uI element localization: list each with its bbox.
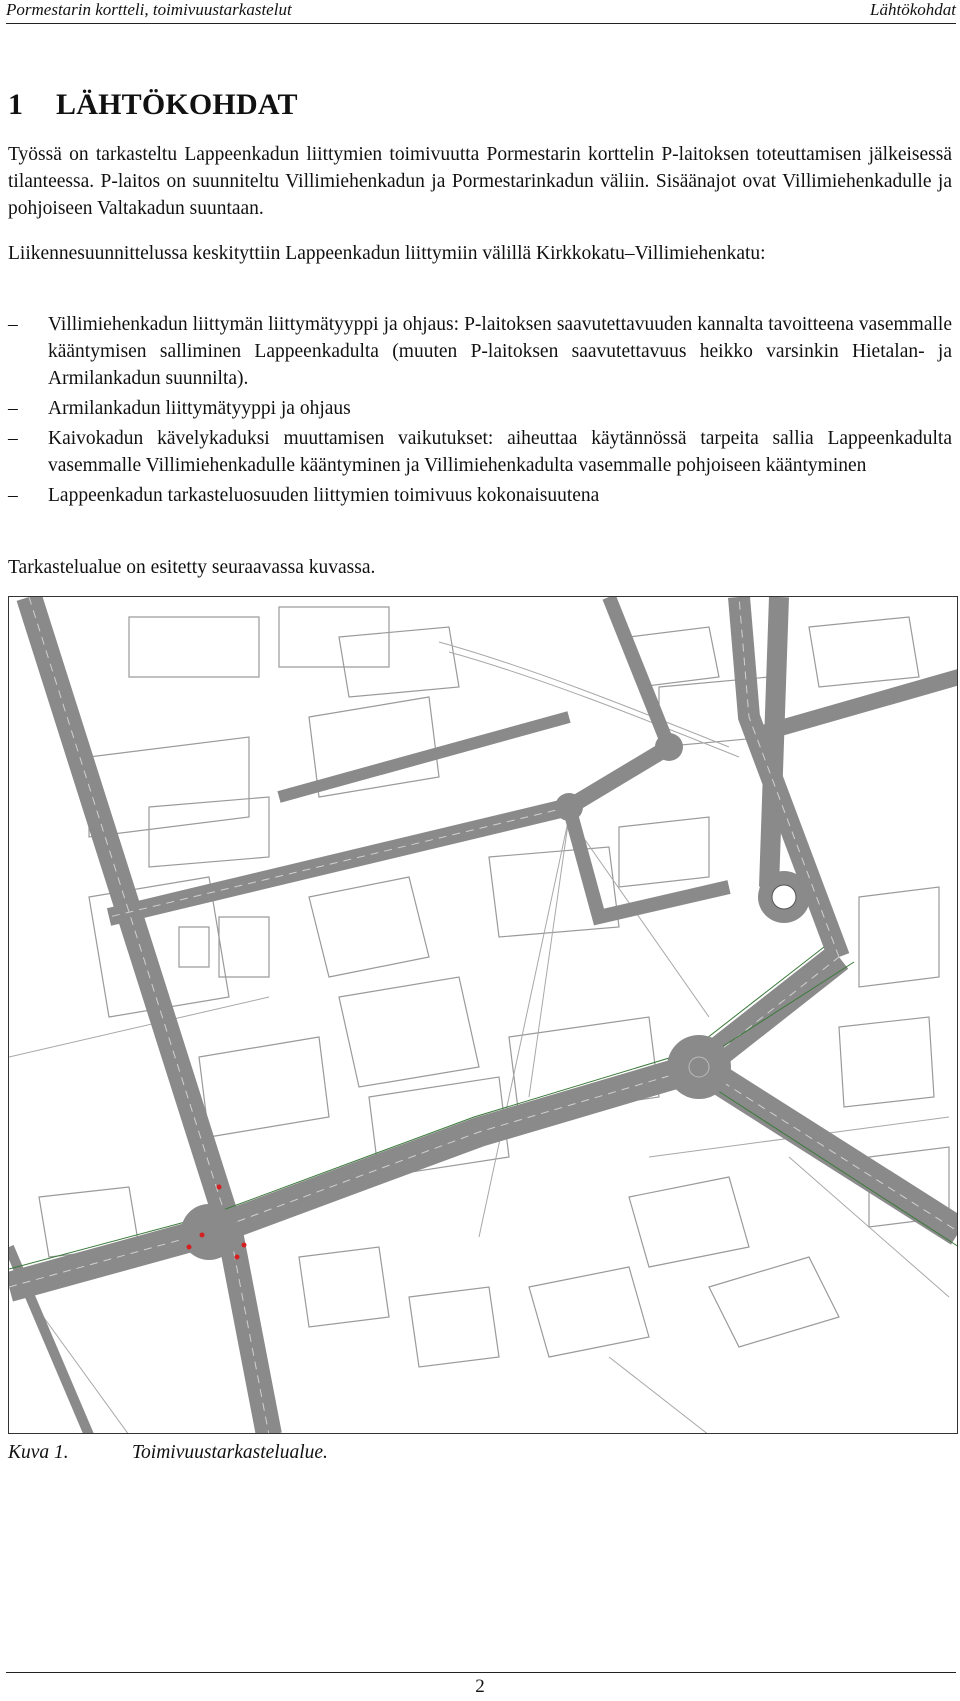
road-network bbox=[9, 597, 958, 1434]
header-rule bbox=[6, 23, 956, 24]
figure-caption bbox=[8, 1440, 328, 1466]
list-item bbox=[8, 482, 952, 509]
page-header bbox=[6, 0, 956, 25]
section-title: LÄHTÖKOHDAT bbox=[56, 88, 298, 121]
list-item-text: Armilankadun liittymätyyppi ja ohjaus bbox=[48, 398, 351, 419]
section-number: 1 bbox=[8, 88, 24, 121]
dash-bullet: – bbox=[8, 398, 18, 419]
list-item bbox=[8, 311, 952, 392]
list-item-text: Kaivokadun kävelykaduksi muuttamisen vaikutukset: aiheuttaa käytännössä tarpeita sallia Lappeenkadulta vasemmalle Villimiehenkadulle kääntyminen ja Villimiehenkadulta vasemmalle pohjoiseen kääntyminen bbox=[48, 428, 952, 476]
topic-list bbox=[8, 311, 952, 512]
dash-bullet: – bbox=[8, 485, 18, 506]
page-number: 2 bbox=[475, 1676, 485, 1697]
footer-rule bbox=[6, 1672, 956, 1673]
roundabout-island bbox=[772, 885, 796, 909]
list-item bbox=[8, 425, 952, 479]
caption-text: Toimivuustarkastelualue. bbox=[132, 1442, 328, 1463]
list-item-text: Villimiehenkadun liittymän liittymätyyppi ja ohjaus: P-laitoksen saavutettavuuden kannalta tavoitteena vasemmalle kääntymisen salliminen Lappeenkadulta (muuten P-laitoksen saavutettavuus heikko varsinkin Hietalan- ja Armilankadun suunnilta). bbox=[48, 314, 952, 389]
figure-intro-paragraph: Tarkastelualue on esitetty seuraavassa kuvassa. bbox=[8, 557, 376, 578]
list-item-text: Lappeenkadun tarkasteluosuuden liittymien toimivuus kokonaisuutena bbox=[48, 485, 600, 506]
caption-label: Kuva 1. bbox=[8, 1442, 69, 1463]
header-document-title: Pormestarin kortteli, toimivuustarkastelut bbox=[6, 0, 292, 19]
list-item bbox=[8, 395, 952, 422]
thin-lines bbox=[9, 642, 949, 1434]
section-heading bbox=[8, 88, 298, 122]
street-plan-drawing bbox=[9, 597, 958, 1434]
dash-bullet: – bbox=[8, 314, 18, 335]
dash-bullet: – bbox=[8, 428, 18, 449]
header-section-title: Lähtökohdat bbox=[870, 0, 956, 19]
intro-paragraph: Työssä on tarkasteltu Lappeenkadun liittymien toimivuutta Pormestarin korttelin P-laitoksen toteuttamisen jälkeisessä tilanteessa. P-laitos on suunniteltu Villimiehenkadun ja Pormestarinkadun väliin. Sisäänajot ovat Villimiehenkadulle ja pohjoiseen Valtakadun suuntaan. bbox=[8, 144, 952, 219]
study-area-map bbox=[8, 596, 958, 1434]
focus-paragraph: Liikennesuunnittelussa keskityttiin Lappeenkadun liittymiin välillä Kirkkokatu–Villimiehenkatu: bbox=[8, 243, 766, 264]
junctions bbox=[181, 733, 810, 1260]
